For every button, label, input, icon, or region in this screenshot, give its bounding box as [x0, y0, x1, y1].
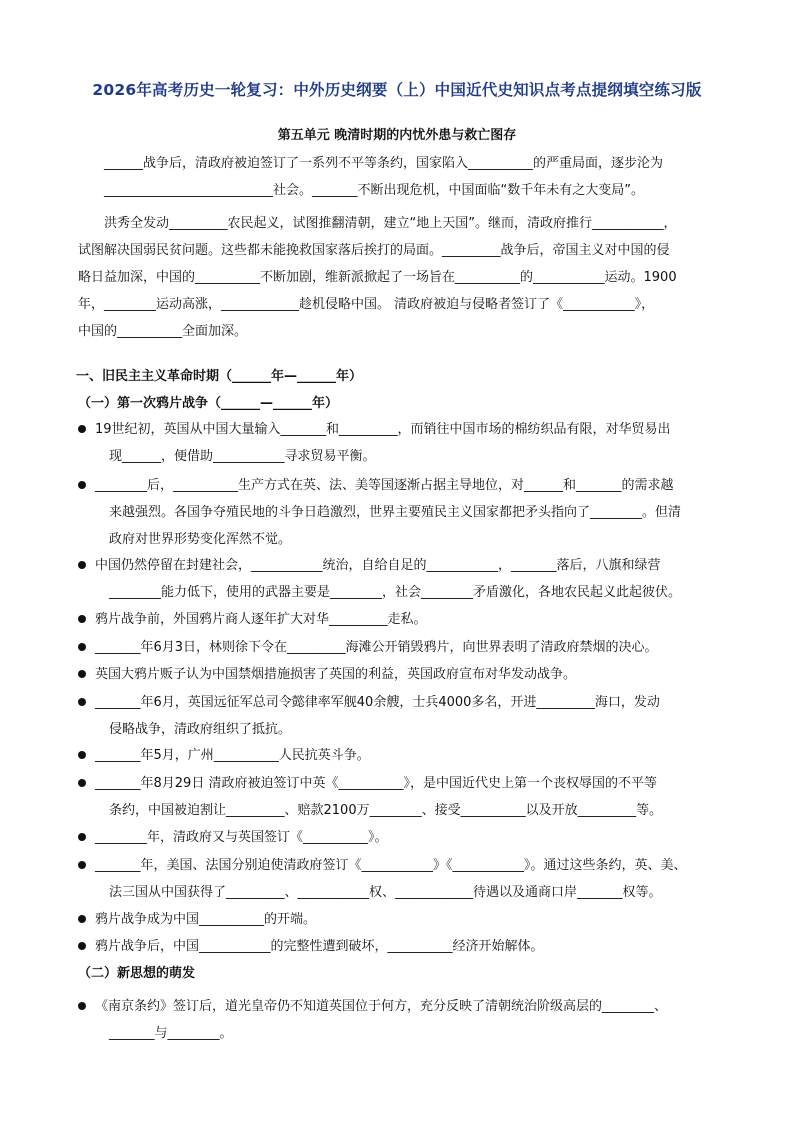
list-item-text: ________后，__________生产方式在英、法、美等国逐渐占据主导地位，对______和_______的需求越: [95, 478, 674, 493]
list-item: [78, 906, 728, 933]
list-item: [78, 993, 728, 1047]
section-heading-1: [78, 363, 728, 390]
list-item-text: 政府对世界形势变化浑然不觉。: [109, 532, 292, 547]
bullet-dot-icon: [78, 425, 86, 433]
list-item-text: 来越强烈。各国争夺殖民地的斗争日趋激烈，世界主要殖民主义国家都把矛头指向了________。但清: [109, 505, 682, 520]
list-item-text: _______年6月3日，林则徐下令在_________海滩公开销毁鸦片，向世界表明了清政府禁烟的决心。: [95, 640, 658, 655]
list-item-text: 鸦片战争成为中国__________的开端。: [95, 912, 317, 927]
list-item-text: 条约，中国被迫割让_________、赔款2100万________、接受__________以及开放_________等。: [109, 803, 663, 818]
bullet-dot-icon: [78, 561, 86, 569]
list-item-text: 19世纪初，英国从中国大量输入_______和_________，而销往中国市场的棉纺织品有限，对华贸易出: [95, 422, 671, 437]
intro-paragraph-2: [78, 210, 728, 345]
subsection-heading-text: （一）第一次鸦片战争（______—______年）: [78, 396, 339, 411]
subsection-heading-text: （二）新思想的萌发: [78, 966, 196, 981]
list-item: [78, 416, 728, 470]
list-item: [78, 634, 728, 661]
list-item-text: 侵略战争，清政府组织了抵抗。: [109, 722, 292, 737]
list-item-text: ________能力低下，使用的武器主要是________，社会________矛盾激化，各地农民起义此起彼伏。: [109, 585, 682, 600]
bullet-dot-icon: [78, 670, 86, 678]
bullet-dot-icon: [78, 1002, 86, 1010]
unit-title: 第五单元 晚清时期的内忧外患与救亡图存: [277, 128, 517, 143]
bullet-dot-icon: [78, 481, 86, 489]
list-item: [78, 552, 728, 606]
list-item-text: 鸦片战争后，中国___________的完整性遭到破坏，__________经济开始解体。: [95, 939, 544, 954]
intro-line: 中国的__________全面加深。: [78, 324, 248, 339]
bullet-dot-icon: [78, 942, 86, 950]
bullet-dot-icon: [78, 698, 86, 706]
list-item-text: 鸦片战争前，外国鸦片商人逐年扩大对华_________走私。: [95, 612, 427, 627]
bullet-dot-icon: [78, 861, 86, 869]
bullet-dot-icon: [78, 751, 86, 759]
bullet-dot-icon: [78, 779, 86, 787]
list-item: [78, 824, 728, 851]
list-item-text: _______年，美国、法国分别迫使清政府签订《___________》《___________》。通过这些条约，英、美、: [95, 858, 687, 873]
list-item: [78, 742, 728, 769]
list-item-text: _______与________。: [109, 1026, 233, 1041]
intro-line: __________________________社会。_______不断出现危机，中国面临“数千年未有之大变局”。: [104, 183, 644, 198]
subsection-heading-2: [78, 960, 728, 987]
list-item-text: 现______，便借助___________寻求贸易平衡。: [109, 449, 376, 464]
list-item-text: 法三国从中国获得了_________、___________权、____________待遇以及通商口岸_______权等。: [109, 885, 662, 900]
section-heading-text: 一、旧民主主义革命时期（______年—______年）: [76, 369, 363, 384]
list-item-text: _______年5月，广州__________人民抗英斗争。: [95, 748, 370, 763]
intro-line: 年，________运动高涨，____________趁机侵略中国。 清政府被迫与侵略者签订了《___________》，: [78, 297, 655, 312]
list-item-text: _______年6月，英国远征军总司令懿律率军舰40余艘，士兵4000多名，开进_________海口，发动: [95, 695, 660, 710]
intro-line: 试图解决国弱民贫问题。这些都未能挽救国家落后挨打的局面。_________战争后，帝国主义对中国的侵: [78, 243, 670, 258]
intro-line: ______战争后，清政府被迫签订了一系列不平等条约，国家陷入__________的严重局面，逐步沦为: [104, 156, 664, 171]
list-item: [78, 770, 728, 824]
bullet-dot-icon: [78, 643, 86, 651]
list-item: [78, 472, 728, 553]
bullet-dot-icon: [78, 833, 86, 841]
list-item: [78, 689, 728, 743]
list-item-text: ________年，清政府又与英国签订《__________》。: [95, 830, 388, 845]
list-item-text: 中国仍然停留在封建社会，___________统治，自给自足的___________，_______落后，八旗和绿营: [95, 558, 661, 573]
list-item: [78, 852, 728, 906]
bullet-dot-icon: [78, 915, 86, 923]
intro-line: 洪秀全发动_________农民起义，试图推翻清朝，建立“地上天国”。继而，清政府推行___________，: [104, 216, 677, 231]
list-item-text: 《南京条约》签订后，道光皇帝仍不知道英国位于何方，充分反映了清朝统治阶级高层的________、: [95, 999, 668, 1014]
list-item-text: 英国大鸦片贩子认为中国禁烟措施损害了英国的利益，英国政府宣布对华发动战争。: [95, 667, 577, 682]
list-item-text: _______年8月29日 清政府被迫签订中英《__________》，是中国近代史上第一个丧权辱国的不平等: [95, 776, 657, 791]
bullet-dot-icon: [78, 615, 86, 623]
subsection-heading-1: [78, 390, 728, 417]
document-title: 2026年高考历史一轮复习：中外历史纲要（上）中国近代史知识点考点提纲填空练习版: [92, 81, 702, 99]
intro-line: 略日益加深，中国的__________不断加剧，维新派掀起了一场旨在__________的___________运动。1900: [78, 270, 677, 285]
list-item: [78, 606, 728, 633]
list-item: [78, 933, 728, 960]
list-item: [78, 661, 728, 688]
intro-paragraph-1: [78, 150, 728, 204]
